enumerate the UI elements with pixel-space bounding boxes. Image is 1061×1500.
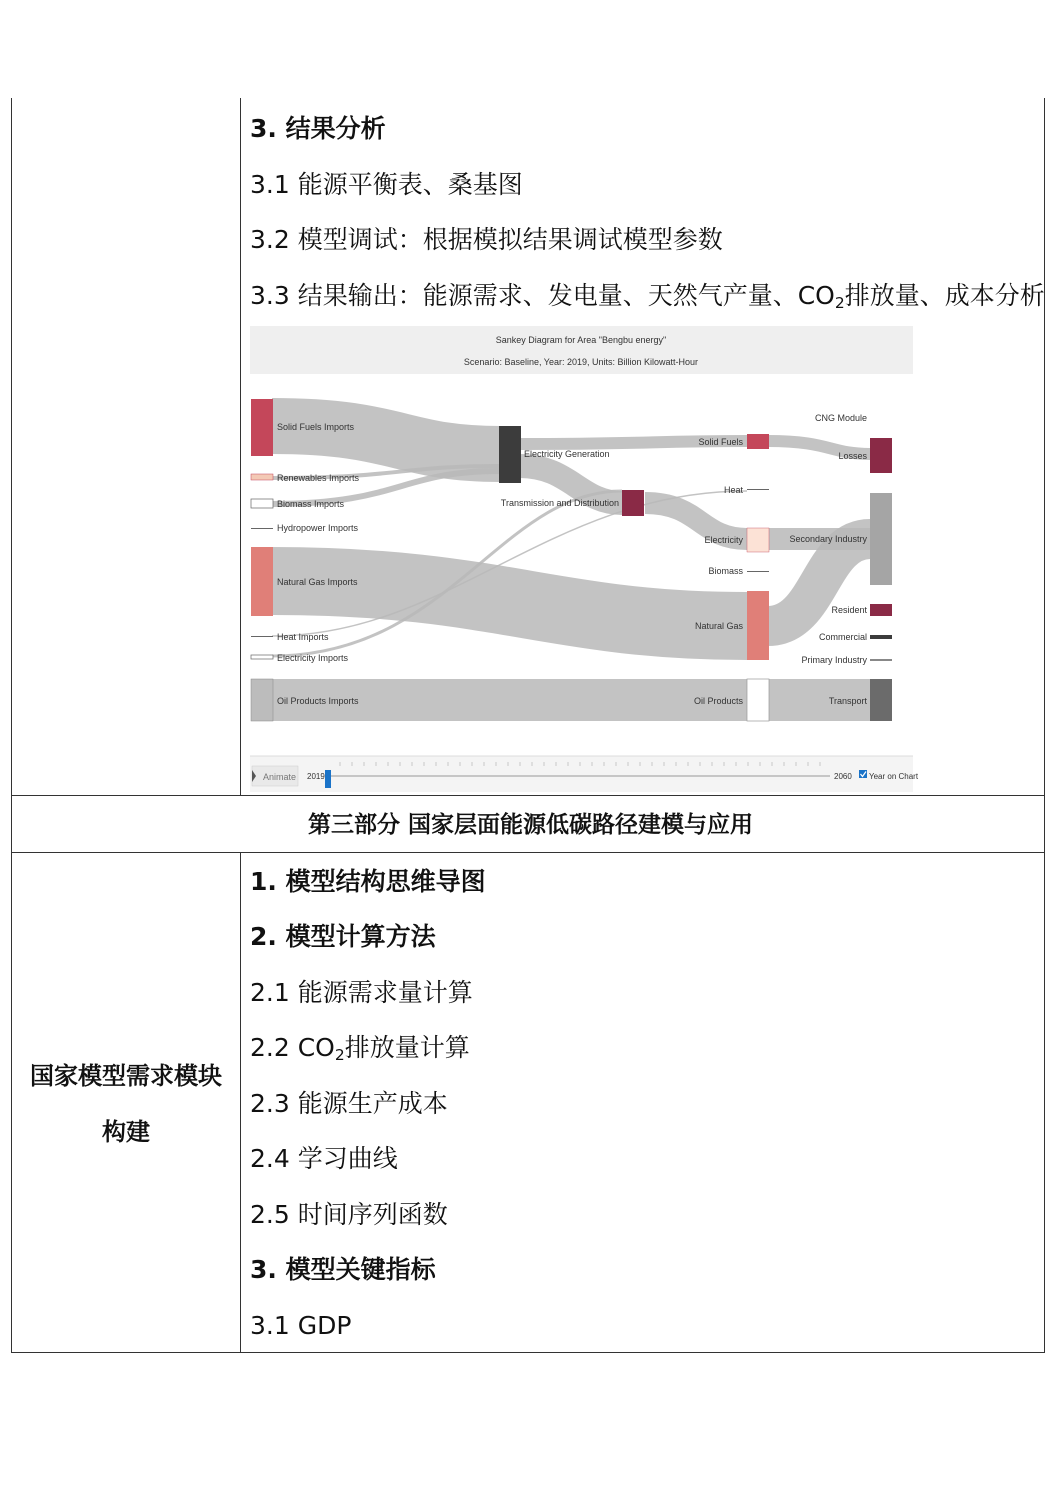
node-transmission-distribution xyxy=(622,490,644,516)
sankey-chart xyxy=(250,326,919,792)
node-biomass-imports xyxy=(251,499,273,508)
part-title: 第三部分 国家层面能源低碳路径建模与应用 xyxy=(307,812,753,838)
list-item xyxy=(250,281,1045,318)
label-commercial: Commercial xyxy=(818,632,867,642)
item-text: 排放量、成本分析 xyxy=(844,281,1045,310)
list-item: 2.5 时间序列函数 xyxy=(250,1200,448,1229)
label-renewables-imports: Renewables Imports xyxy=(277,473,360,483)
label-transport: Transport xyxy=(828,696,867,706)
year-on-chart-label: Year on Chart xyxy=(869,772,919,781)
year-ticks xyxy=(340,762,820,766)
list-item: 3.2 模型调试：根据模拟结果调试模型参数 xyxy=(250,225,723,254)
node-oil-products-imports xyxy=(251,679,273,721)
subscript: 2 xyxy=(834,293,845,312)
node-heat xyxy=(747,489,769,490)
node-oil-products xyxy=(747,679,769,721)
node-secondary-industry xyxy=(870,493,892,585)
chart-subtitle: Scenario: Baseline, Year: 2019, Units: Billion Kilowatt-Hour xyxy=(463,357,699,367)
item-text: 排放量计算 xyxy=(344,1033,470,1062)
label-heat-imports: Heat Imports xyxy=(277,632,329,642)
list-item: 3.1 GDP xyxy=(250,1311,352,1340)
list-item: 2.1 能源需求量计算 xyxy=(250,978,473,1007)
label-cng-module: CNG Module xyxy=(814,413,867,423)
section-heading: 2. 模型计算方法 xyxy=(250,922,436,951)
list-item xyxy=(250,1033,470,1070)
list-item: 2.3 能源生产成本 xyxy=(250,1089,448,1118)
list-item: 2.4 学习曲线 xyxy=(250,1144,398,1173)
node-natural-gas xyxy=(747,591,769,660)
animation-bar xyxy=(250,756,919,792)
list-item: 3.1 能源平衡表、桑基图 xyxy=(250,170,523,199)
label-heat: Heat xyxy=(723,485,743,495)
year-end-label: 2060 xyxy=(834,772,852,781)
label-solid-fuels-imports: Solid Fuels Imports xyxy=(277,422,355,432)
label-natural-gas: Natural Gas xyxy=(694,621,743,631)
node-renewables-imports xyxy=(251,474,273,480)
section-heading: 1. 模型结构思维导图 xyxy=(250,867,486,896)
node-solid-fuels xyxy=(747,434,769,449)
item-text: 2.2 CO xyxy=(250,1033,335,1062)
label-electricity: Electricity xyxy=(704,535,743,545)
chart-title: Sankey Diagram for Area "Bengbu energy" xyxy=(495,335,667,345)
label-oil-products-imports: Oil Products Imports xyxy=(277,696,359,706)
node-electricity-generation xyxy=(499,426,521,483)
node-solid-fuels-imports xyxy=(251,399,273,456)
label-biomass-imports: Biomass Imports xyxy=(277,499,345,509)
label-losses: Losses xyxy=(838,451,867,461)
node-electricity-imports xyxy=(251,655,273,659)
node-hydropower-imports xyxy=(251,528,273,529)
label-electricity-generation: Electricity Generation xyxy=(524,449,610,459)
section-heading: 3. 结果分析 xyxy=(250,114,386,143)
label-biomass: Biomass xyxy=(708,566,743,576)
item-text: 3.3 结果输出：能源需求、发电量、天然气产量、CO xyxy=(250,281,835,310)
node-losses xyxy=(870,438,892,473)
row-label-line: 国家模型需求模块 xyxy=(30,1062,222,1090)
node-electricity xyxy=(747,528,769,552)
label-primary-industry: Primary Industry xyxy=(801,655,867,665)
year-start-label: 2019 xyxy=(307,772,325,781)
node-biomass xyxy=(747,571,769,572)
label-electricity-imports: Electricity Imports xyxy=(277,653,349,663)
node-natural-gas-imports xyxy=(251,547,273,616)
row-label xyxy=(12,1048,240,1160)
label-hydropower-imports: Hydropower Imports xyxy=(277,523,359,533)
node-transport xyxy=(870,679,892,721)
label-oil-products: Oil Products xyxy=(693,696,743,706)
year-slider-handle[interactable] xyxy=(325,770,331,788)
label-natural-gas-imports: Natural Gas Imports xyxy=(277,577,358,587)
node-primary-industry xyxy=(870,659,892,661)
node-commercial xyxy=(870,635,892,639)
label-transmission-distribution: Transmission and Distribution xyxy=(500,498,619,508)
node-heat-imports xyxy=(251,636,273,637)
section-heading: 3. 模型关键指标 xyxy=(250,1255,436,1284)
subscript: 2 xyxy=(334,1045,345,1064)
label-resident: Resident xyxy=(831,605,867,615)
node-resident xyxy=(870,604,892,616)
label-solid-fuels: Solid Fuels xyxy=(698,437,743,447)
label-secondary-industry: Secondary Industry xyxy=(789,534,867,544)
row-label-line: 构建 xyxy=(102,1118,150,1146)
animate-label: Animate xyxy=(263,772,297,782)
